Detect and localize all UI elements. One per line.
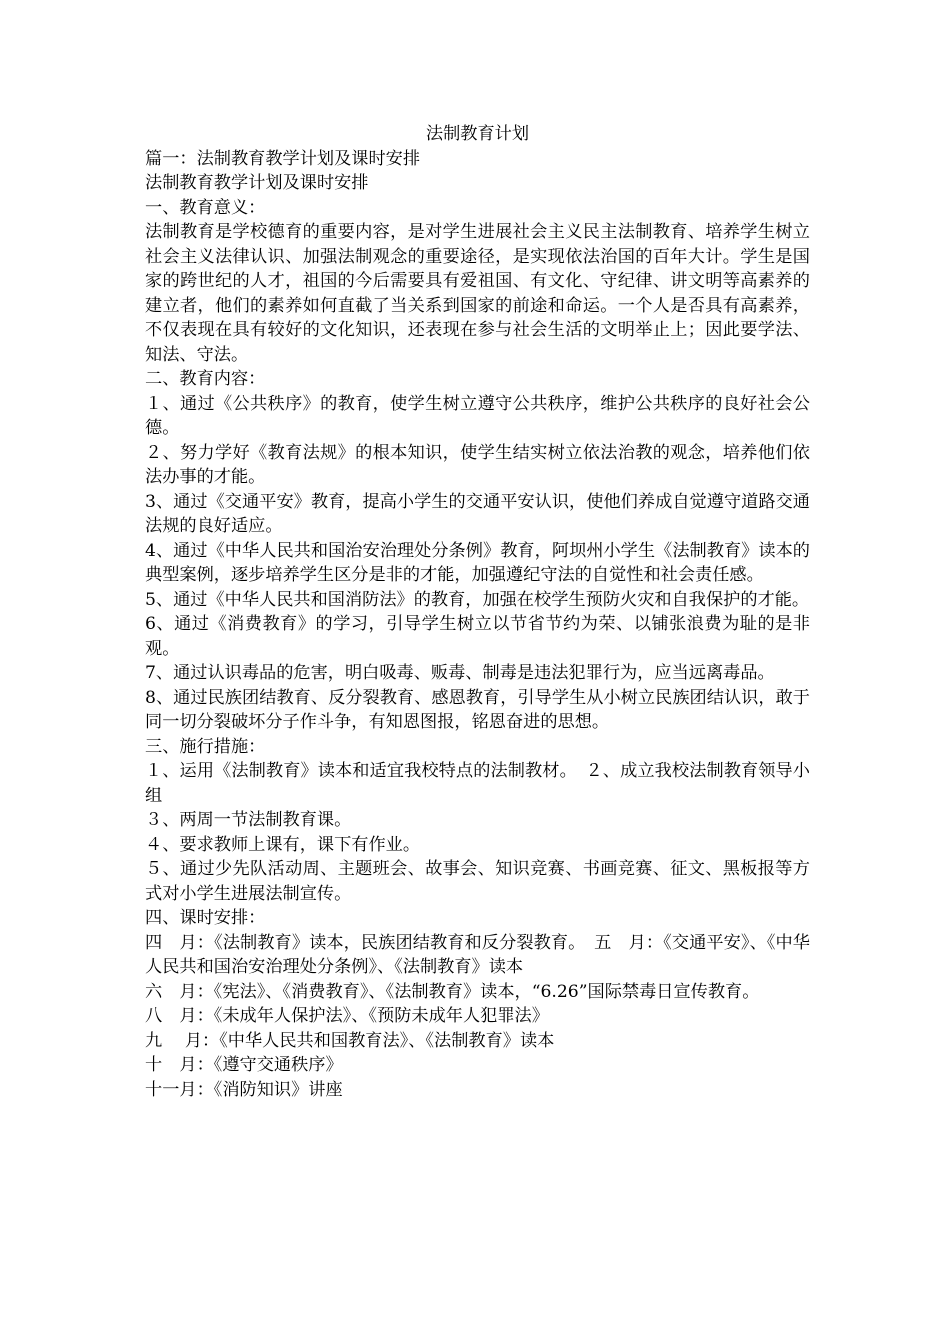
paragraph-significance: 法制教育是学校德育的重要内容，是对学生进展社会主义民主法制教育、培养学生树立社会主义法律认识、加强法制观念的重要途径，是实现依法治国的百年大计。学生是国家的跨世纪的人才，祖国的今后需要具有爱祖国、有文化、守纪律、讲文明等高素养的建立者，他们的素养如何直截了当关系到国家的前途和命运。一个人是否具有高素养，不仅表现在具有较好的文化知识，还表现在参与社会生活的文明举止上；因此要学法、知法、守法。 (145, 222, 810, 365)
section-heading-measures: 三、施行措施： (145, 736, 266, 757)
schedule-september: 九 月：《中华人民共和国教育法》、《法制教育》读本 (145, 1030, 555, 1051)
content-item-7: 7、通过认识毒品的危害，明白吸毒、贩毒、制毒是违法犯罪行为，应当远离毒品。 (145, 663, 775, 683)
measure-item-4: ４、要求教师上课有，课下有作业。 (145, 834, 421, 855)
measure-item-5: ５、通过少先队活动周、主题班会、故事会、知识竞赛、书画竞赛、征文、黑板报等方式对小学生进展法制宣传。 (145, 859, 810, 904)
content-item-5: 5、通过《中华人民共和国消防法》的教育，加强在校学生预防火灾和自我保护的才能。 (145, 589, 810, 610)
content-item-6: 6、通过《消费教育》的学习，引导学生树立以节省节约为荣、以铺张浪费为耻的是非观。 (145, 614, 810, 659)
section-heading-content: 二、教育内容： (145, 369, 266, 389)
schedule-october: 十 月：《遵守交通秩序》 (145, 1055, 343, 1075)
schedule-august: 八 月：《未成年人保护法》、《预防未成年人犯罪法》 (145, 1006, 549, 1026)
document-title: 法制教育计划 (425, 124, 530, 144)
section-heading-article: 篇一：法制教育教学计划及课时安排 (145, 148, 421, 169)
document-subtitle: 法制教育教学计划及课时安排 (145, 173, 369, 193)
content-item-1: １、通过《公共秩序》的教育，使学生树立遵守公共秩序，维护公共秩序的良好社会公德。 (145, 393, 810, 438)
content-item-4: 4、通过《中华人民共和国治安治理处分条例》教育，阿坝州小学生《法制教育》读本的典型案例，逐步培养学生区分是非的才能，加强遵纪守法的自觉性和社会责任感。 (145, 540, 810, 585)
content-item-8: 8、通过民族团结教育、反分裂教育、感恩教育，引导学生从小树立民族团结认识，敢于同一切分裂破坏分子作斗争，有知恩图报，铭恩奋进的思想。 (145, 687, 810, 732)
content-item-2: ２、努力学好《教育法规》的根本知识，使学生结实树立依法治教的观念，培养他们依法办事的才能。 (145, 442, 810, 487)
section-heading-significance: 一、教育意义： (145, 197, 266, 218)
section-heading-schedule: 四、课时安排： (145, 908, 266, 928)
schedule-november: 十一月：《消防知识》讲座 (145, 1079, 343, 1100)
document-page (145, 122, 810, 1102)
measure-item-3: ３、两周一节法制教育课。 (145, 810, 352, 830)
schedule-april-may: 四 月：《法制教育》读本，民族团结教育和反分裂教育。 五 月：《交通平安》、《中华人民共和国治安治理处分条例》、《法制教育》读本 (145, 932, 810, 977)
content-item-3: 3、通过《交通平安》教育，提高小学生的交通平安认识，使他们养成自觉遵守道路交通法规的良好适应。 (145, 491, 810, 536)
measure-item-1-2: １、运用《法制教育》读本和适宜我校特点的法制教材。 ２、成立我校法制教育领导小组 (145, 761, 810, 806)
schedule-june: 六 月：《宪法》、《消费教育》、《法制教育》读本，“6.26”国际禁毒日宣传教育。 (145, 981, 760, 1002)
